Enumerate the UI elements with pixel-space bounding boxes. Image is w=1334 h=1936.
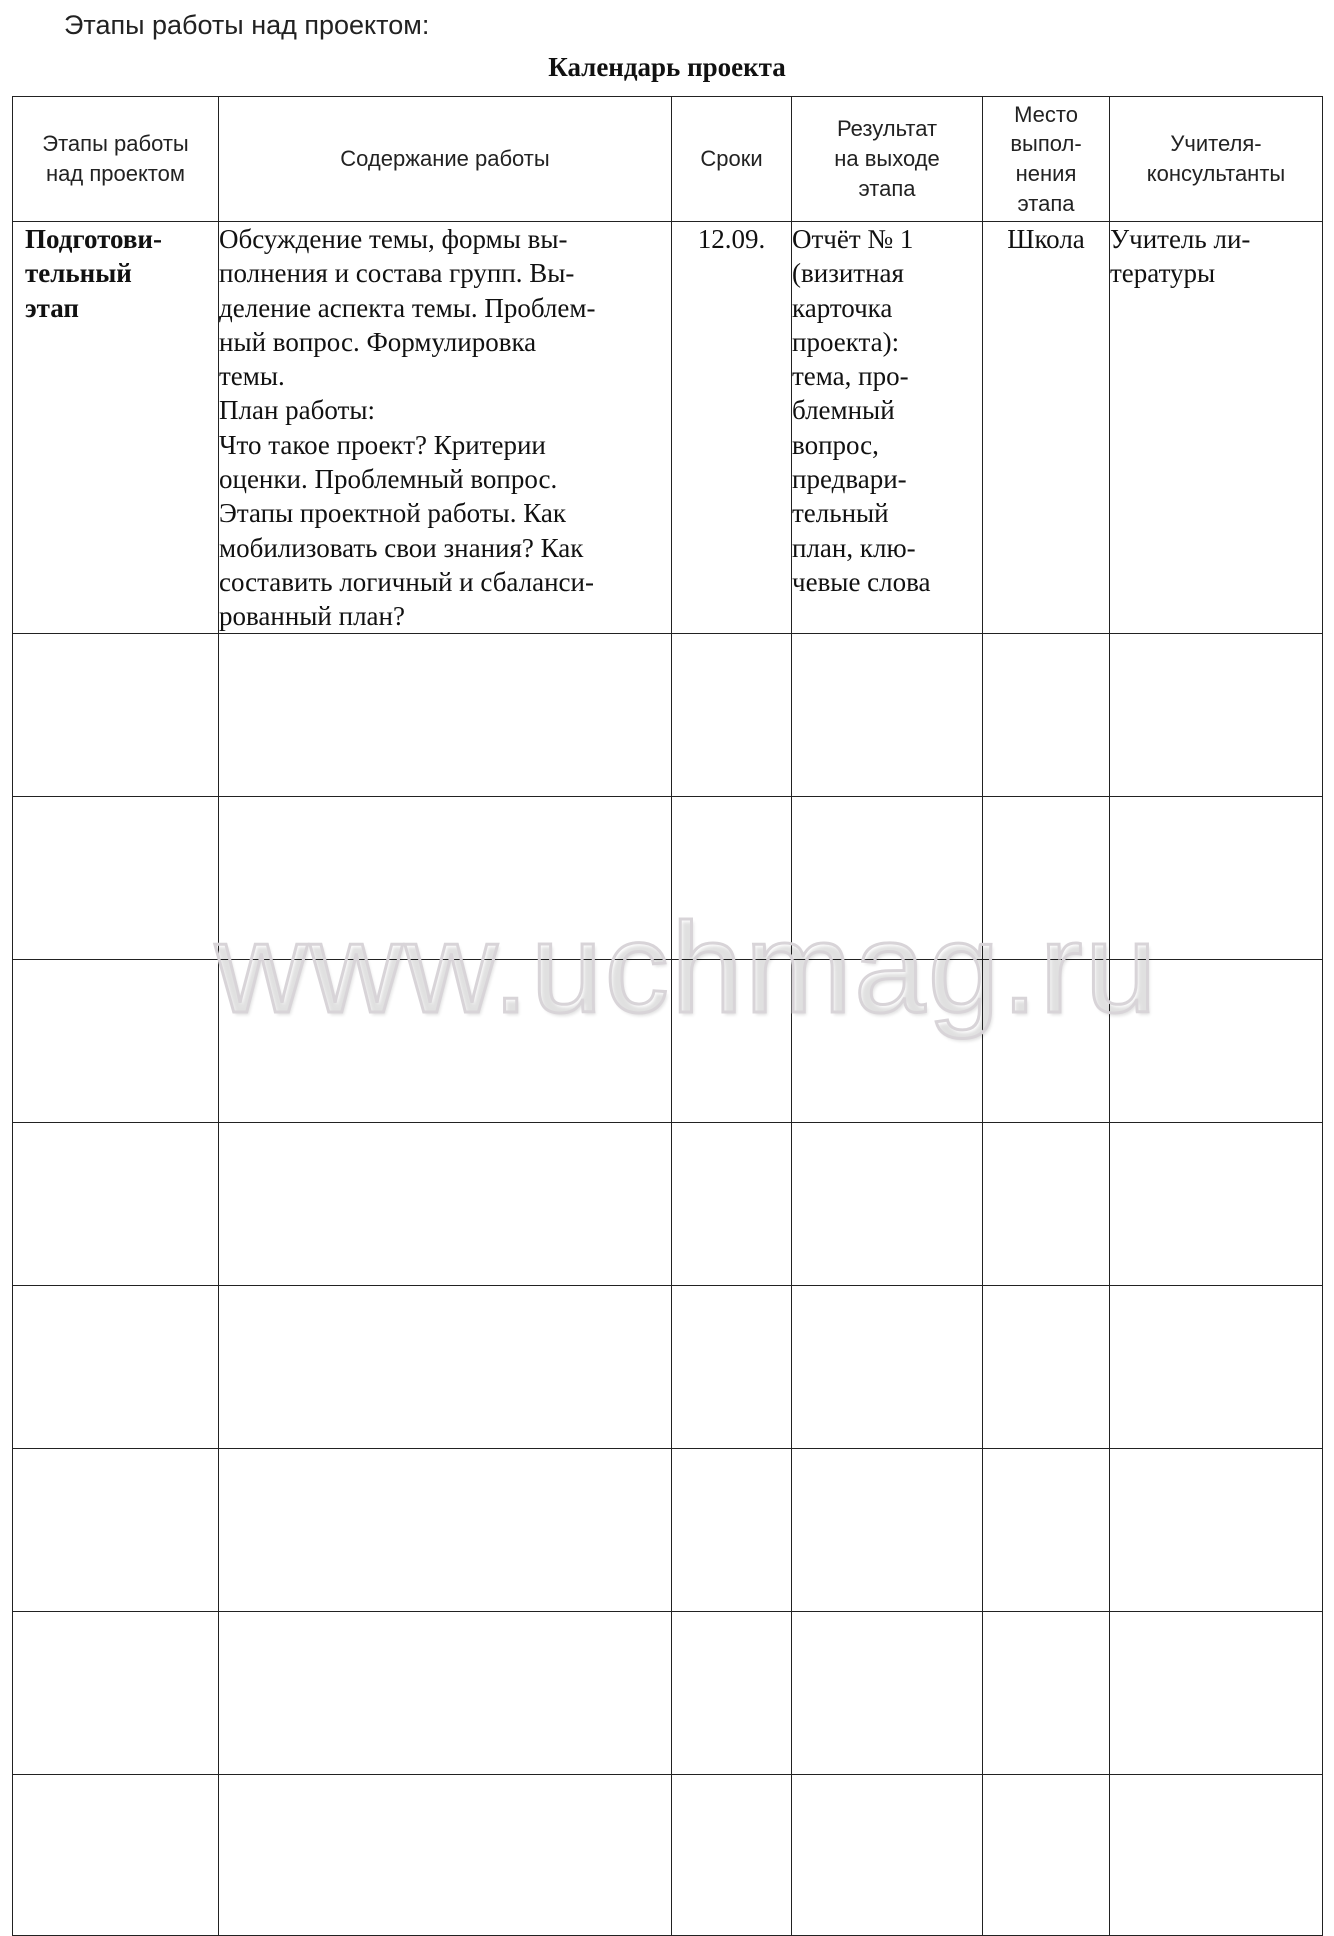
stage-cell <box>13 1123 219 1286</box>
teachers-cell <box>1110 1286 1323 1449</box>
table-row <box>13 1286 1323 1449</box>
text-line: Содержание работы <box>340 146 550 172</box>
text-line: мобилизовать свои знания? Как <box>219 532 584 563</box>
teachers-cell <box>1110 1449 1323 1612</box>
table-row <box>13 960 1323 1123</box>
date-cell <box>672 797 792 960</box>
teachers-cell <box>1110 797 1323 960</box>
teachers-cell <box>1110 960 1323 1123</box>
header-stage <box>13 97 219 222</box>
place-cell <box>983 1775 1110 1936</box>
text-line: оценки. Проблемный вопрос. <box>219 463 558 494</box>
header-result <box>792 97 983 222</box>
text-line: план, клю- <box>792 532 916 563</box>
text-line: Учитель ли- <box>1110 224 1251 254</box>
content-cell <box>219 1612 672 1775</box>
text-line: Результат <box>836 116 938 142</box>
content-cell <box>219 797 672 960</box>
text-line: Отчёт № 1 <box>792 224 914 254</box>
date-cell <box>672 1123 792 1286</box>
teachers-cell <box>1110 1612 1323 1775</box>
header-teachers <box>1110 97 1323 222</box>
text-line: Место <box>1014 101 1078 127</box>
date-cell <box>672 634 792 797</box>
content-cell <box>219 960 672 1123</box>
table-row <box>13 222 1323 634</box>
header-dates <box>672 97 792 222</box>
text-line: этапа <box>858 175 916 201</box>
text-line: ный вопрос. Формулировка <box>219 326 537 357</box>
stage-cell <box>13 960 219 1123</box>
teachers-cell <box>1110 634 1323 797</box>
project-calendar-table <box>12 96 1323 1936</box>
stage-cell <box>13 222 219 634</box>
table-row <box>13 634 1323 797</box>
result-cell <box>792 1449 983 1612</box>
text-line: Что такое проект? Критерии <box>219 429 546 460</box>
place-cell <box>983 1123 1110 1286</box>
result-cell <box>792 1286 983 1449</box>
text-line: чевые слова <box>792 566 931 597</box>
place-cell: Школа <box>983 222 1110 634</box>
result-cell <box>792 222 983 634</box>
text-line: Сроки <box>700 146 763 172</box>
content-cell <box>219 1775 672 1936</box>
result-cell <box>792 1123 983 1286</box>
text-line: консультанты <box>1146 161 1286 186</box>
table-row <box>13 797 1323 960</box>
watermark: www.uchmag.ru <box>215 897 1159 1040</box>
table-row <box>13 1775 1323 1936</box>
intro-text: Этапы работы над проектом: <box>64 10 430 40</box>
stage-cell <box>13 634 219 797</box>
table-row <box>13 1449 1323 1612</box>
date-cell <box>672 1286 792 1449</box>
result-cell <box>792 634 983 797</box>
text-line: Обсуждение темы, формы вы- <box>219 224 568 254</box>
text-line: выпол- <box>1010 131 1082 157</box>
stage-cell <box>13 797 219 960</box>
date-cell: 12.09. <box>672 222 792 634</box>
content-cell <box>219 1123 672 1286</box>
date-cell <box>672 960 792 1123</box>
text-line: проекта): <box>792 326 900 357</box>
place-cell <box>983 1449 1110 1612</box>
text-line: на выходе <box>834 146 940 172</box>
text-line: темы. <box>219 361 285 392</box>
teachers-cell <box>1110 1123 1323 1286</box>
place-cell <box>983 634 1110 797</box>
text-line: блемный <box>792 395 895 426</box>
text-line: тельный <box>792 498 889 529</box>
stage-cell <box>13 1286 219 1449</box>
stage-cell <box>13 1612 219 1775</box>
text-line: тературы <box>1110 258 1216 289</box>
result-cell <box>792 1612 983 1775</box>
place-cell <box>983 960 1110 1123</box>
text-line: (визитная <box>792 258 904 289</box>
header-content <box>219 97 672 222</box>
result-cell <box>792 1775 983 1936</box>
teachers-cell <box>1110 222 1323 634</box>
text-line: составить логичный и сбаланси- <box>219 566 594 597</box>
content-cell <box>219 222 672 634</box>
content-cell <box>219 634 672 797</box>
header-place <box>983 97 1110 222</box>
table-row <box>13 1123 1323 1286</box>
text-line: деление аспекта темы. Проблем- <box>219 292 596 323</box>
date-cell <box>672 1612 792 1775</box>
text-line: этап <box>25 292 79 323</box>
text-line: полнения и состава групп. Вы- <box>219 258 575 289</box>
text-line: План работы: <box>219 395 375 426</box>
text-line: Учителя- <box>1170 131 1262 157</box>
result-cell <box>792 960 983 1123</box>
content-cell <box>219 1449 672 1612</box>
place-cell <box>983 1286 1110 1449</box>
text-line: над проектом <box>45 161 185 186</box>
content-cell <box>219 1286 672 1449</box>
text-line: Подготови- <box>25 224 162 254</box>
text-line: предвари- <box>792 463 907 494</box>
text-line: Этапы работы <box>42 131 189 157</box>
text-line: рованный план? <box>219 601 405 632</box>
place-cell <box>983 797 1110 960</box>
header-row <box>13 97 1323 222</box>
stage-cell <box>13 1775 219 1936</box>
text-line: Этапы проектной работы. Как <box>219 498 566 529</box>
result-cell <box>792 797 983 960</box>
text-line: нения <box>1015 161 1077 186</box>
table-caption: Календарь проекта <box>548 52 786 82</box>
table-row <box>13 1612 1323 1775</box>
text-line: вопрос, <box>792 429 879 460</box>
text-line: карточка <box>792 292 893 323</box>
text-line: тельный <box>25 258 132 289</box>
place-cell <box>983 1612 1110 1775</box>
date-cell <box>672 1775 792 1936</box>
teachers-cell <box>1110 1775 1323 1936</box>
date-cell <box>672 1449 792 1612</box>
text-line: тема, про- <box>792 361 909 392</box>
stage-cell <box>13 1449 219 1612</box>
text-line: этапа <box>1017 190 1075 216</box>
